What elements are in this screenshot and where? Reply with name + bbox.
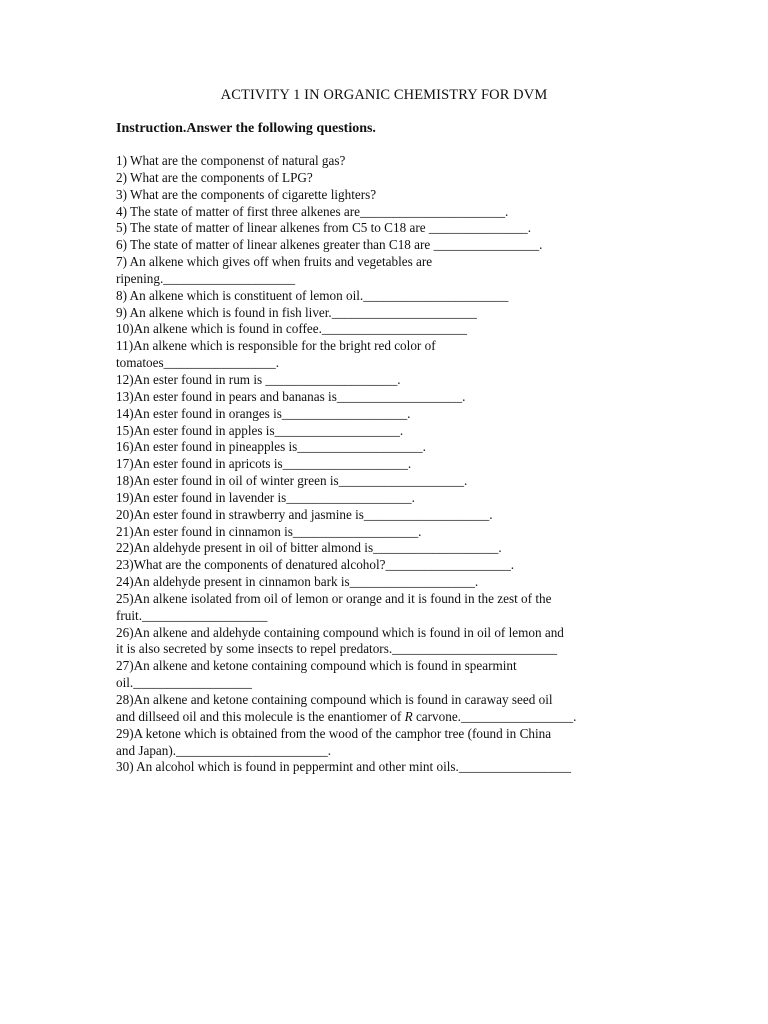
question-item (116, 204, 646, 221)
question-item (116, 321, 646, 338)
question-item (116, 507, 646, 524)
question-item (116, 574, 646, 591)
question-line: tomatoes_________________. (116, 355, 280, 371)
question-item (116, 759, 646, 776)
question-line: it is also secreted by some insects to repel predators._________________________ (116, 641, 557, 657)
question-line: 18)An ester found in oil of winter green is___________________. (116, 473, 468, 489)
question-line: ripening.____________________ (116, 270, 296, 286)
question-list (116, 153, 646, 776)
question-line: 22)An aldehyde present in oil of bitter almond is___________________. (116, 540, 502, 556)
instruction-text: Instruction.Answer the following questions. (116, 121, 376, 136)
question-item (116, 389, 646, 406)
question-line: 14)An ester found in oranges is___________________. (116, 405, 411, 421)
question-item (116, 254, 646, 288)
question-line: 26)An alkene and aldehyde containing compound which is found in oil of lemon and (116, 624, 564, 640)
question-line: 12)An ester found in rum is ____________________. (116, 371, 401, 387)
question-item (116, 187, 646, 204)
question-item (116, 658, 646, 692)
question-line: 10)An alkene which is found in coffee.______________________ (116, 321, 467, 337)
question-line: 15)An ester found in apples is___________________. (116, 422, 404, 438)
question-line: 24)An aldehyde present in cinnamon bark is___________________. (116, 574, 479, 590)
question-item (116, 473, 646, 490)
question-line: 7) An alkene which gives off when fruits and vegetables are (116, 254, 433, 270)
question-item (116, 305, 646, 322)
question-line: 17)An ester found in apricots is___________________. (116, 456, 412, 472)
question-line: 28)An alkene and ketone containing compound which is found in caraway seed oil (116, 692, 553, 707)
question-item (116, 406, 646, 423)
question-line: 2) What are the components of LPG? (116, 169, 313, 185)
question-line: 4) The state of matter of first three alkenes are______________________. (116, 203, 509, 219)
question-item (116, 726, 646, 760)
question-item (116, 692, 646, 726)
question-item (116, 372, 646, 389)
question-line: 1) What are the componenst of natural gas? (116, 153, 346, 168)
question-line: and dillseed oil and this molecule is the enantiomer of R carvone._________________. (116, 708, 577, 724)
document-title: ACTIVITY 1 IN ORGANIC CHEMISTRY FOR DVM (220, 87, 548, 103)
question-item (116, 153, 646, 170)
question-line: 3) What are the components of cigarette lighters? (116, 186, 377, 202)
question-line: 5) The state of matter of linear alkenes from C5 to C18 are _______________. (116, 220, 532, 236)
question-item (116, 288, 646, 305)
question-item (116, 557, 646, 574)
question-item (116, 456, 646, 473)
question-item (116, 625, 646, 659)
question-item (116, 591, 646, 625)
question-line: 19)An ester found in lavender is___________________. (116, 489, 415, 505)
question-line: 21)An ester found in cinnamon is___________________. (116, 523, 422, 539)
question-item (116, 338, 646, 372)
question-line: oil.__________________ (116, 675, 252, 691)
question-line: and Japan)._______________________. (116, 742, 332, 758)
question-item (116, 490, 646, 507)
question-item (116, 439, 646, 456)
question-item (116, 423, 646, 440)
question-line: fruit.___________________ (116, 607, 268, 623)
question-line: 16)An ester found in pineapples is___________________. (116, 439, 426, 455)
question-line: 13)An ester found in pears and bananas is___________________. (116, 388, 466, 404)
question-line: 30) An alcohol which is found in peppermint and other mint oils._________________ (116, 759, 571, 775)
question-line: 6) The state of matter of linear alkenes greater than C18 are ________________. (116, 237, 543, 253)
question-line: 11)An alkene which is responsible for the bright red color of (116, 338, 436, 354)
question-item (116, 170, 646, 187)
question-line: 8) An alkene which is constituent of lemon oil.______________________ (116, 287, 509, 303)
question-line: 25)An alkene isolated from oil of lemon or orange and it is found in the zest of the (116, 590, 552, 606)
question-line: 23)What are the components of denatured alcohol?___________________. (116, 557, 515, 573)
question-line: 20)An ester found in strawberry and jasmine is___________________. (116, 506, 493, 522)
question-line: 9) An alkene which is found in fish liver.______________________ (116, 304, 477, 320)
question-line: 29)A ketone which is obtained from the wood of the camphor tree (found in China (116, 725, 552, 741)
question-item (116, 524, 646, 541)
question-line: 27)An alkene and ketone containing compound which is found in spearmint (116, 658, 517, 674)
question-item (116, 220, 646, 237)
question-item (116, 237, 646, 254)
question-item (116, 540, 646, 557)
